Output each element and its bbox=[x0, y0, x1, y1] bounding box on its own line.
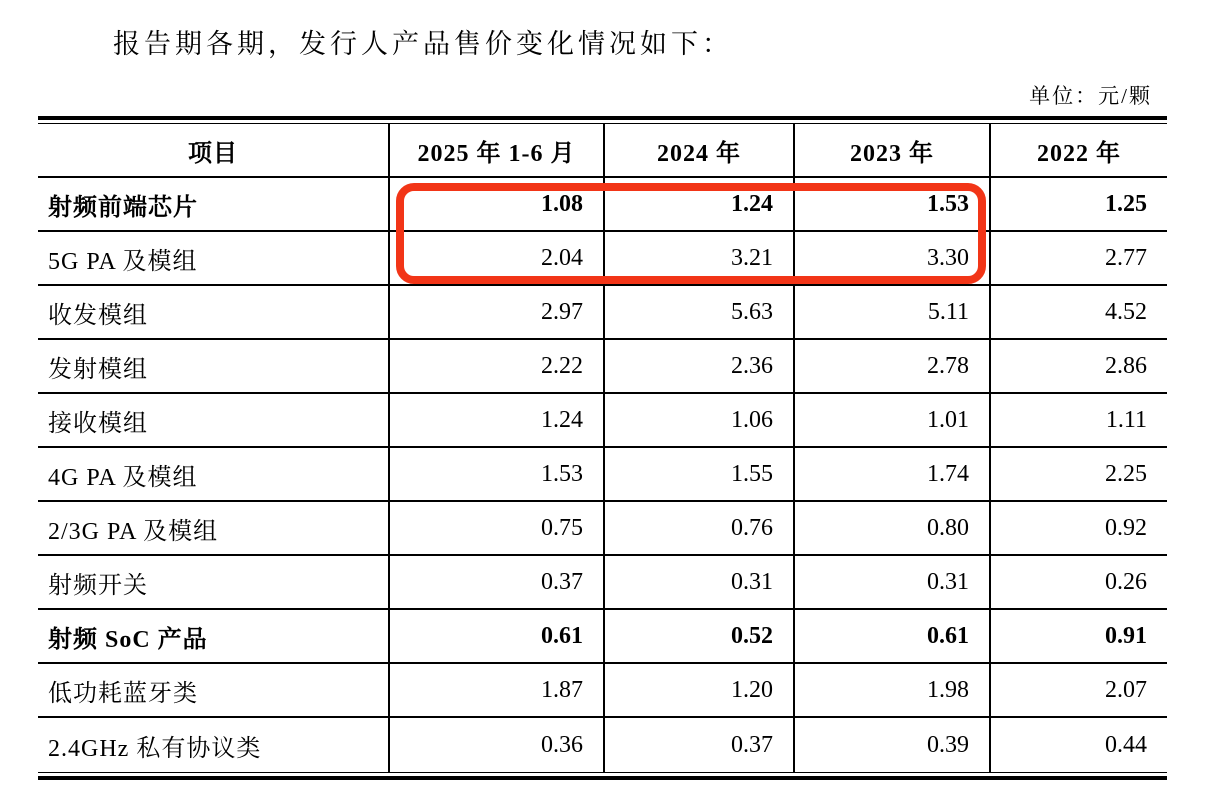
cell-value: 1.53 bbox=[388, 448, 603, 500]
cell-value: 1.53 bbox=[793, 178, 989, 230]
cell-value: 1.01 bbox=[793, 394, 989, 446]
row-label: 接收模组 bbox=[48, 410, 148, 437]
table-row bbox=[38, 232, 1167, 286]
row-label: 2.4GHz 私有协议类 bbox=[48, 735, 262, 762]
table-row bbox=[38, 502, 1167, 556]
table-body bbox=[38, 178, 1167, 772]
cell-value: 2.04 bbox=[388, 232, 603, 284]
cell-value: 0.26 bbox=[989, 556, 1167, 608]
cell-value: 0.36 bbox=[388, 718, 603, 772]
cell-value: 0.75 bbox=[388, 502, 603, 554]
unit-label: 单位：元/颗 bbox=[1029, 84, 1152, 108]
row-label: 2/3G PA 及模组 bbox=[48, 518, 219, 545]
cell-value: 1.25 bbox=[989, 178, 1167, 230]
cell-value: 2.97 bbox=[388, 286, 603, 338]
cell-value: 0.31 bbox=[603, 556, 793, 608]
price-table bbox=[38, 116, 1167, 780]
row-label: 射频 SoC 产品 bbox=[48, 626, 208, 653]
cell-value: 0.76 bbox=[603, 502, 793, 554]
intro-paragraph: 报告期各期，发行人产品售价变化情况如下： bbox=[113, 29, 733, 59]
table-row bbox=[38, 610, 1167, 664]
cell-value: 0.61 bbox=[793, 610, 989, 662]
table-row bbox=[38, 394, 1167, 448]
cell-value: 1.20 bbox=[603, 664, 793, 716]
cell-value: 1.87 bbox=[388, 664, 603, 716]
table-bottom-border bbox=[38, 772, 1167, 780]
cell-value: 3.30 bbox=[793, 232, 989, 284]
cell-value: 1.06 bbox=[603, 394, 793, 446]
cell-value: 2.77 bbox=[989, 232, 1167, 284]
table-row bbox=[38, 340, 1167, 394]
row-label: 射频开关 bbox=[48, 572, 148, 599]
cell-value: 1.08 bbox=[388, 178, 603, 230]
cell-value: 2.25 bbox=[989, 448, 1167, 500]
cell-value: 0.91 bbox=[989, 610, 1167, 662]
cell-value: 1.24 bbox=[603, 178, 793, 230]
cell-value: 0.39 bbox=[793, 718, 989, 772]
cell-value: 2.36 bbox=[603, 340, 793, 392]
cell-value: 0.37 bbox=[388, 556, 603, 608]
cell-value: 0.92 bbox=[989, 502, 1167, 554]
cell-value: 1.98 bbox=[793, 664, 989, 716]
cell-value: 0.80 bbox=[793, 502, 989, 554]
table-row bbox=[38, 448, 1167, 502]
column-header-2022: 2022 年 bbox=[989, 124, 1167, 176]
cell-value: 0.31 bbox=[793, 556, 989, 608]
cell-value: 1.74 bbox=[793, 448, 989, 500]
table-row bbox=[38, 286, 1167, 340]
cell-value: 1.55 bbox=[603, 448, 793, 500]
row-label: 5G PA 及模组 bbox=[48, 248, 198, 275]
cell-value: 2.78 bbox=[793, 340, 989, 392]
cell-value: 1.24 bbox=[388, 394, 603, 446]
column-header-2023: 2023 年 bbox=[793, 124, 989, 176]
row-label: 低功耗蓝牙类 bbox=[48, 680, 198, 707]
table-row bbox=[38, 178, 1167, 232]
table-header-row bbox=[38, 124, 1167, 178]
cell-value: 0.52 bbox=[603, 610, 793, 662]
cell-value: 0.44 bbox=[989, 718, 1167, 772]
row-label: 4G PA 及模组 bbox=[48, 464, 198, 491]
column-header-2024: 2024 年 bbox=[603, 124, 793, 176]
row-label: 收发模组 bbox=[48, 302, 148, 329]
table-row bbox=[38, 556, 1167, 610]
cell-value: 2.07 bbox=[989, 664, 1167, 716]
column-header-2025h1: 2025 年 1-6 月 bbox=[388, 124, 603, 176]
table-top-border bbox=[38, 116, 1167, 124]
cell-value: 2.86 bbox=[989, 340, 1167, 392]
cell-value: 3.21 bbox=[603, 232, 793, 284]
cell-value: 5.63 bbox=[603, 286, 793, 338]
cell-value: 1.11 bbox=[989, 394, 1167, 446]
row-label: 发射模组 bbox=[48, 356, 148, 383]
cell-value: 0.61 bbox=[388, 610, 603, 662]
cell-value: 4.52 bbox=[989, 286, 1167, 338]
table-row bbox=[38, 718, 1167, 772]
table-row bbox=[38, 664, 1167, 718]
row-label: 射频前端芯片 bbox=[48, 194, 198, 221]
cell-value: 5.11 bbox=[793, 286, 989, 338]
column-header-item: 项目 bbox=[188, 140, 238, 167]
cell-value: 2.22 bbox=[388, 340, 603, 392]
cell-value: 0.37 bbox=[603, 718, 793, 772]
